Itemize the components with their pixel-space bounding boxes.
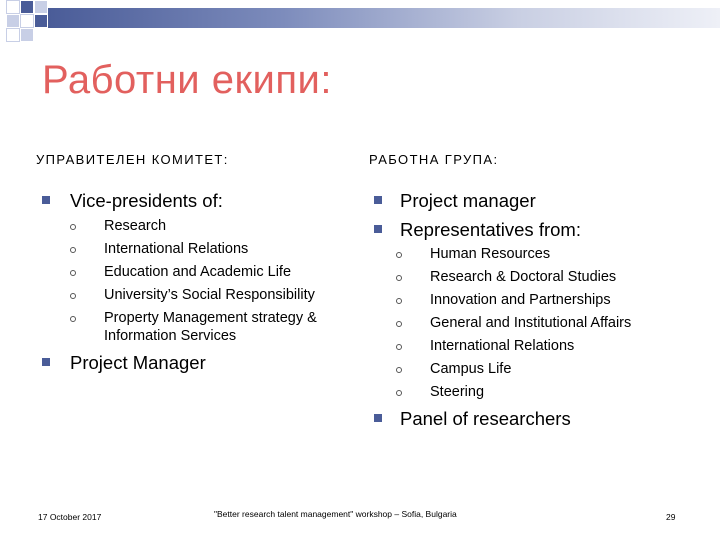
- ring-bullet-icon: [396, 275, 402, 281]
- ring-bullet-icon: [396, 390, 402, 396]
- list-item: Property Management strategy & Information Services: [68, 307, 344, 345]
- list-item: Campus Life: [394, 358, 631, 381]
- decor-square: [20, 28, 34, 42]
- ring-bullet-icon: [70, 270, 76, 276]
- right-column-heading: РАБОТНА ГРУПА:: [369, 152, 499, 167]
- right-bullet-project-manager: [374, 190, 536, 211]
- bullet-text: Panel of researchers: [400, 408, 571, 429]
- slide-title: Работни екипи:: [42, 58, 332, 102]
- ring-bullet-icon: [70, 316, 76, 322]
- square-bullet-icon: [374, 414, 382, 422]
- square-bullet-icon: [42, 196, 50, 204]
- square-bullet-icon: [374, 225, 382, 233]
- ring-bullet-icon: [70, 247, 76, 253]
- square-bullet-icon: [42, 358, 50, 366]
- bullet-text: Project Manager: [70, 352, 206, 373]
- list-item: Human Resources: [394, 243, 631, 266]
- left-sub-list: [68, 215, 344, 345]
- list-item: Education and Academic Life: [68, 261, 344, 284]
- decor-square: [6, 28, 20, 42]
- left-bullet-project-manager: [42, 352, 206, 373]
- list-item: International Relations: [68, 238, 344, 261]
- bullet-text: Project manager: [400, 190, 536, 211]
- list-item: Research: [68, 215, 344, 238]
- ring-bullet-icon: [396, 321, 402, 327]
- bullet-text: Representatives from:: [400, 219, 581, 240]
- list-item: Steering: [394, 381, 631, 404]
- ring-bullet-icon: [396, 298, 402, 304]
- right-bullet-panel-of-researchers: [374, 408, 571, 429]
- left-bullet-vice-presidents: [42, 190, 223, 211]
- decor-square: [20, 14, 34, 28]
- ring-bullet-icon: [70, 224, 76, 230]
- decor-square: [6, 0, 20, 14]
- left-column-heading: УПРАВИТЕЛЕН КОМИТЕТ:: [36, 152, 229, 167]
- decor-square: [34, 0, 48, 14]
- ring-bullet-icon: [396, 252, 402, 258]
- decor-square: [20, 0, 34, 14]
- ring-bullet-icon: [70, 293, 76, 299]
- decor-square: [34, 14, 48, 28]
- ring-bullet-icon: [396, 367, 402, 373]
- footer-page-number: 29: [666, 512, 676, 522]
- square-bullet-icon: [374, 196, 382, 204]
- header-gradient-bar: [48, 8, 720, 28]
- bullet-text: Vice-presidents of:: [70, 190, 223, 211]
- right-bullet-representatives: [374, 219, 581, 240]
- list-item: Research & Doctoral Studies: [394, 266, 631, 289]
- list-item: Innovation and Partnerships: [394, 289, 631, 312]
- list-item: General and Institutional Affairs: [394, 312, 631, 335]
- list-item: International Relations: [394, 335, 631, 358]
- footer-date: 17 October 2017: [38, 512, 102, 522]
- right-sub-list: [394, 243, 631, 404]
- list-item: University’s Social Responsibility: [68, 284, 344, 307]
- footer-event: "Better research talent management" workshop – Sofia, Bulgaria: [214, 509, 457, 519]
- decor-square: [6, 14, 20, 28]
- ring-bullet-icon: [396, 344, 402, 350]
